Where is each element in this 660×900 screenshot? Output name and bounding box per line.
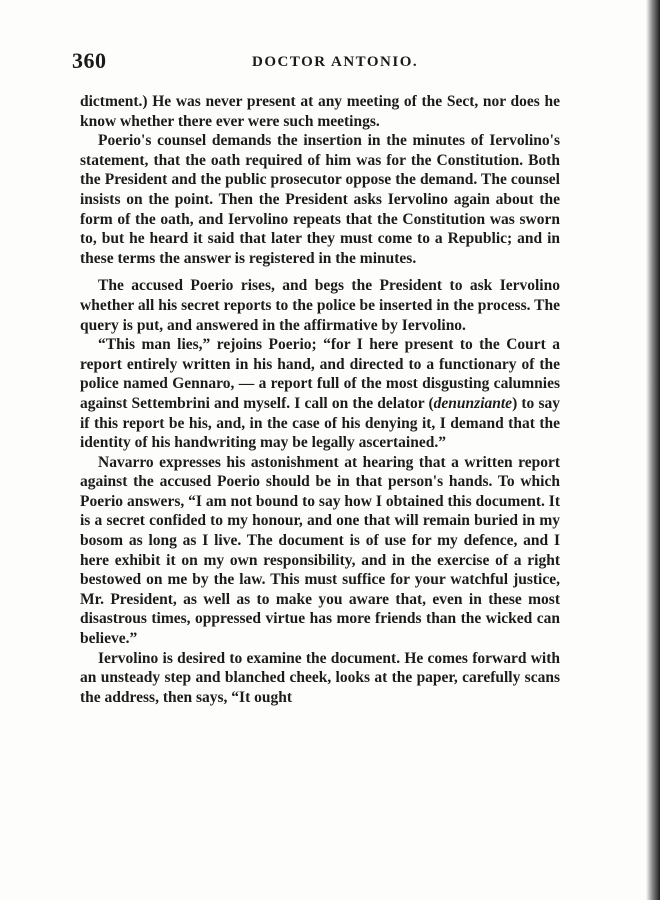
page-number: 360 <box>72 48 107 73</box>
paragraph: The accused Poerio rises, and begs the President to ask Iervolino whether all his secret reports to the police be inserted in the process. The query is put, and answered in the affirmative by Iervolino. <box>80 277 560 334</box>
italic-term: denunziante <box>433 394 513 412</box>
paragraph: Poerio's counsel demands the insertion in the minutes of Iervolino's statement, that the oath required of him was for the Constitution. Both the President and the public prosecutor oppose the demand. The counsel insists on the point. Then the President asks Iervolino again about the form of the oath, and Iervolino repeats that the Constitution was sworn to, but he heard it said that later they must come to a Republic; and in these terms the answer is registered in the minutes. <box>80 132 560 267</box>
paragraph-text: “This man lies,” rejoins Poerio; “for I here present to the Court a report entirely written in his hand, and directed to a functionary of the police named Gennaro, — a report full of the most disgusting calumnies against Settembrini and myself. I call on the delator ( <box>80 336 560 412</box>
page-spine-shadow <box>646 0 660 900</box>
paragraph: Iervolino is desired to examine the document. He comes forward with an unsteady step and blanched cheek, looks at the paper, carefully scans the address, then says, “It ought <box>80 649 560 706</box>
paragraph <box>80 335 560 453</box>
page-header <box>72 48 574 80</box>
running-title: DOCTOR ANTONIO. <box>252 54 419 70</box>
body-text <box>80 92 560 707</box>
paragraph-text: ) to say if this report be his, and, in the case of his denying it, I demand that the identity of his handwriting may be legally ascertained.” <box>80 394 561 452</box>
paragraph: Navarro expresses his astonishment at hearing that a written report against the accused Poerio should be in that person's hands. To which Poerio answers, “I am not bound to say how I obtained this document. It is a secret confided to my honour, and one that will remain buried in my bosom as long as I live. The document is of use for my defence, and I here exhibit it on my own responsibility, and in the exercise of a right bestowed on me by the law. This must suffice for your watchful justice, Mr. President, as well as to make you aware that, even in these most disastrous times, oppressed virtue has more friends than the wicked can believe.” <box>80 453 560 648</box>
paragraph: dictment.) He was never present at any meeting of the Sect, nor does he know whether there ever were such meetings. <box>80 93 560 130</box>
